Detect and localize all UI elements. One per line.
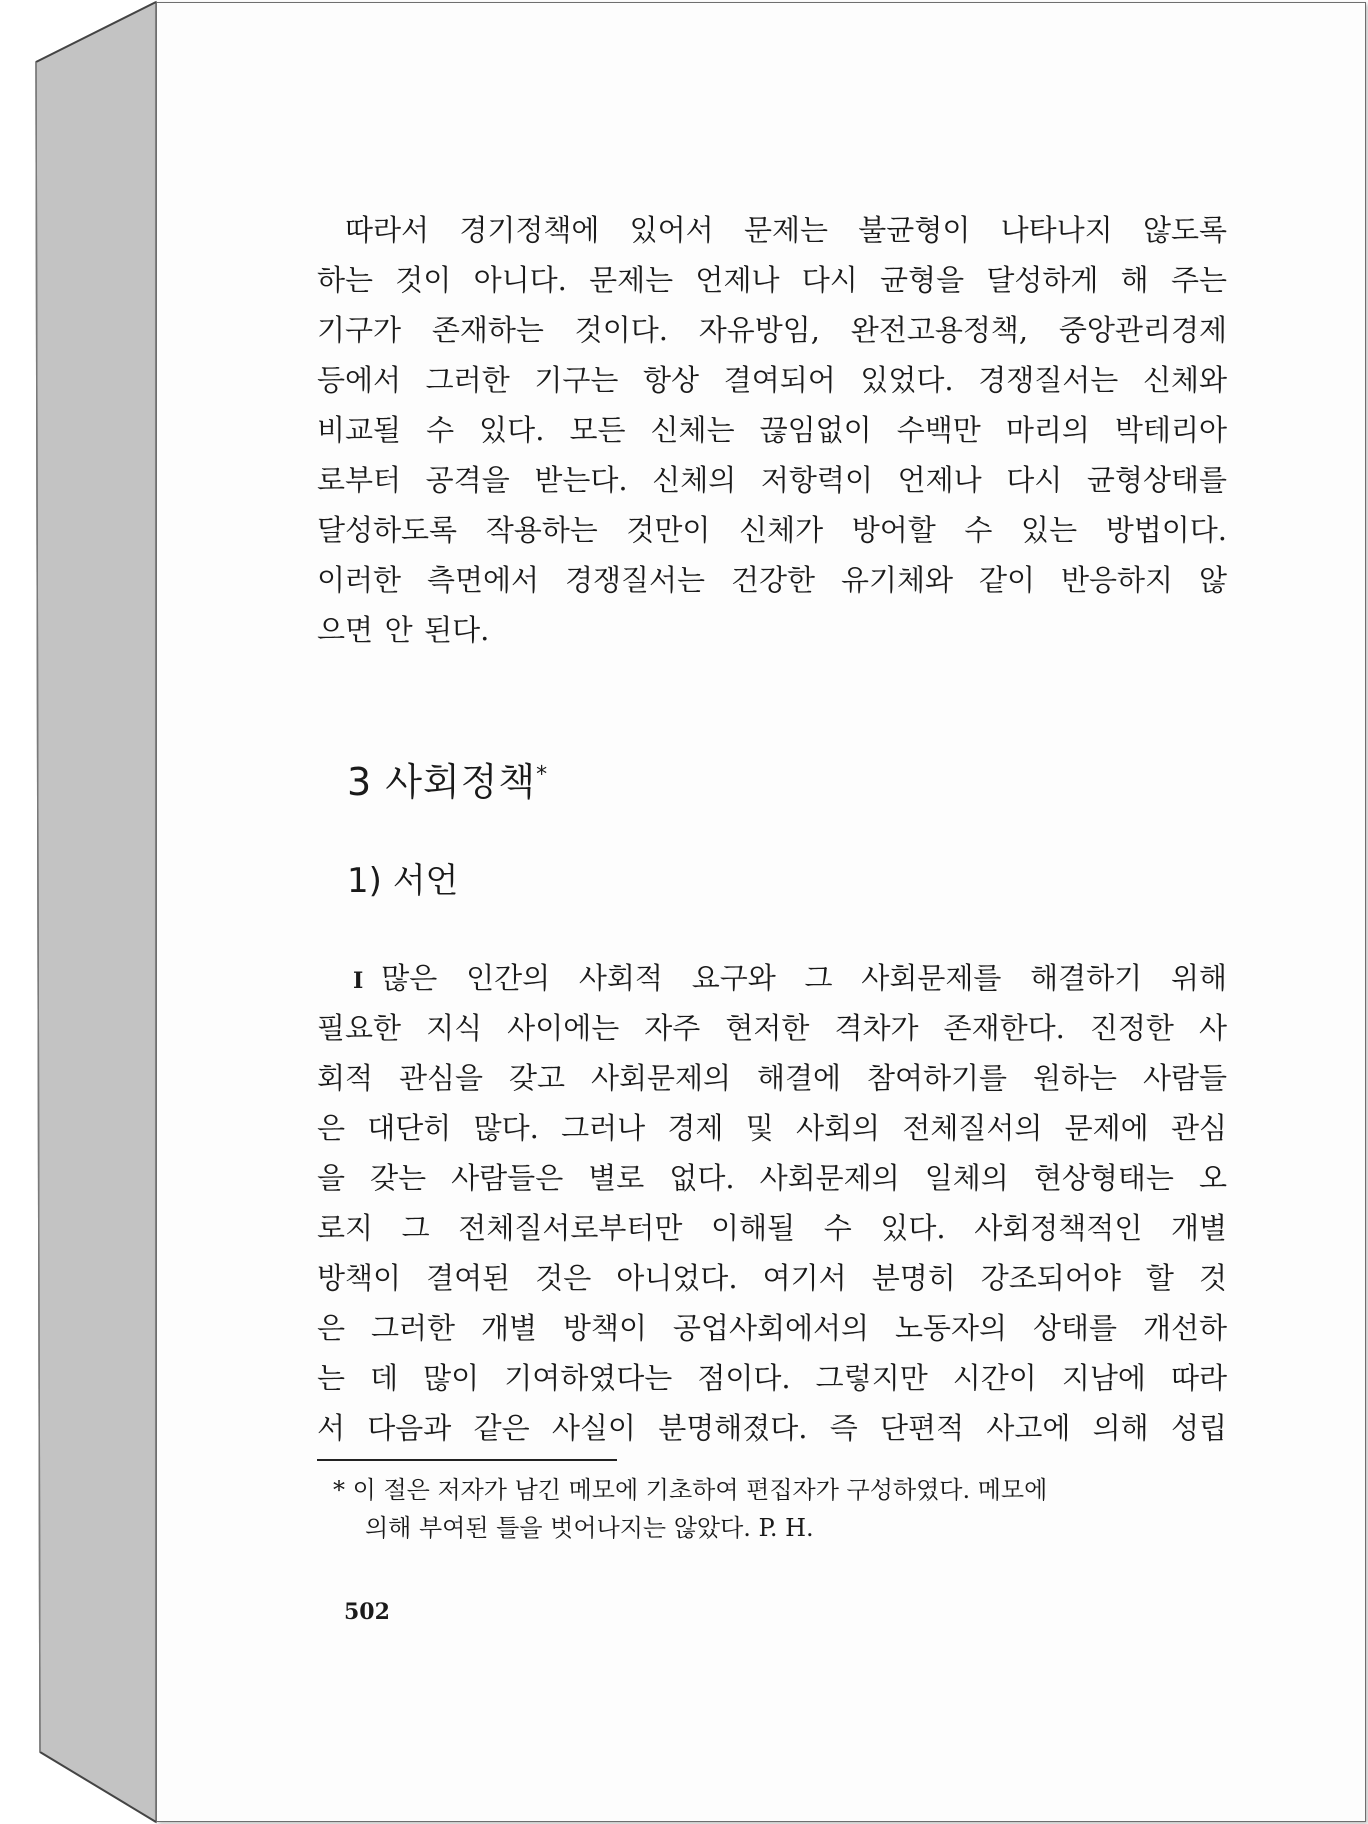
- footnote-line: 의해 부여된 틀을 벗어나지는 않았다. P. H.: [365, 1514, 814, 1542]
- paragraph-line: 따라서 경기정책에 있어서 문제는 불균형이 나타나지 않도록: [345, 213, 1227, 247]
- paragraph-line: [317, 953, 1227, 1003]
- paragraph-line: 하는 것이 아니다. 문제는 언제나 다시 균형을 달성하게 해 주는: [317, 263, 1227, 297]
- paragraph-1: [317, 205, 1227, 655]
- paragraph-line: 방책이 결여된 것은 아니었다. 여기서 분명히 강조되어야 할 것: [317, 1261, 1227, 1295]
- footnote-line: * 이 절은 저자가 남긴 메모에 기초하여 편집자가 구성하였다. 메모에: [333, 1476, 1048, 1504]
- footnote-divider: [317, 1459, 617, 1461]
- paragraph-line: 으면 안 된다.: [317, 613, 490, 647]
- subsection-heading: 1) 서언: [347, 861, 459, 901]
- paragraph-line: 달성하도록 작용하는 것만이 신체가 방어할 수 있는 방법이다.: [317, 513, 1227, 547]
- paragraph-line: 기구가 존재하는 것이다. 자유방임, 완전고용정책, 중앙관리경제: [317, 313, 1227, 347]
- page-number: 502: [344, 1599, 390, 1625]
- paragraph-line: 등에서 그러한 기구는 항상 결여되어 있었다. 경쟁질서는 신체와: [317, 363, 1227, 397]
- paragraph-line: 필요한 지식 사이에는 자주 현저한 격차가 존재한다. 진정한 사: [317, 1011, 1227, 1045]
- footnote: [333, 1471, 1223, 1547]
- paragraph-line: 로지 그 전체질서로부터만 이해될 수 있다. 사회정책적인 개별: [317, 1211, 1227, 1245]
- paragraph-line: 서 다음과 같은 사실이 분명해졌다. 즉 단편적 사고에 의해 성립: [317, 1411, 1227, 1445]
- paragraph-number: I: [353, 968, 364, 994]
- paragraph-line: 회적 관심을 갖고 사회문제의 해결에 참여하기를 원하는 사람들: [317, 1061, 1227, 1095]
- section-heading: [347, 751, 548, 806]
- paragraph-2: [317, 953, 1227, 1453]
- paragraph-line-text: 많은 인간의 사회적 요구와 그 사회문제를 해결하기 위해: [381, 961, 1227, 995]
- paragraph-line: 비교될 수 있다. 모든 신체는 끊임없이 수백만 마리의 박테리아: [317, 413, 1227, 447]
- page-sheet: [156, 2, 1366, 1822]
- paragraph-line: 을 갖는 사람들은 별로 없다. 사회문제의 일체의 현상형태는 오: [317, 1161, 1227, 1195]
- paragraph-line: 는 데 많이 기여하였다는 점이다. 그렇지만 시간이 지남에 따라: [317, 1361, 1227, 1395]
- paragraph-line: 은 대단히 많다. 그러나 경제 및 사회의 전체질서의 문제에 관심: [317, 1111, 1227, 1145]
- paragraph-line: 로부터 공격을 받는다. 신체의 저항력이 언제나 다시 균형상태를: [317, 463, 1227, 497]
- paragraph-line: 이러한 측면에서 경쟁질서는 건강한 유기체와 같이 반응하지 않: [317, 563, 1227, 597]
- section-title-text: 3 사회정책: [347, 760, 537, 804]
- footnote-marker: *: [536, 762, 549, 788]
- paragraph-line: 은 그러한 개별 방책이 공업사회에서의 노동자의 상태를 개선하: [317, 1311, 1227, 1345]
- book-spine: [0, 0, 160, 1824]
